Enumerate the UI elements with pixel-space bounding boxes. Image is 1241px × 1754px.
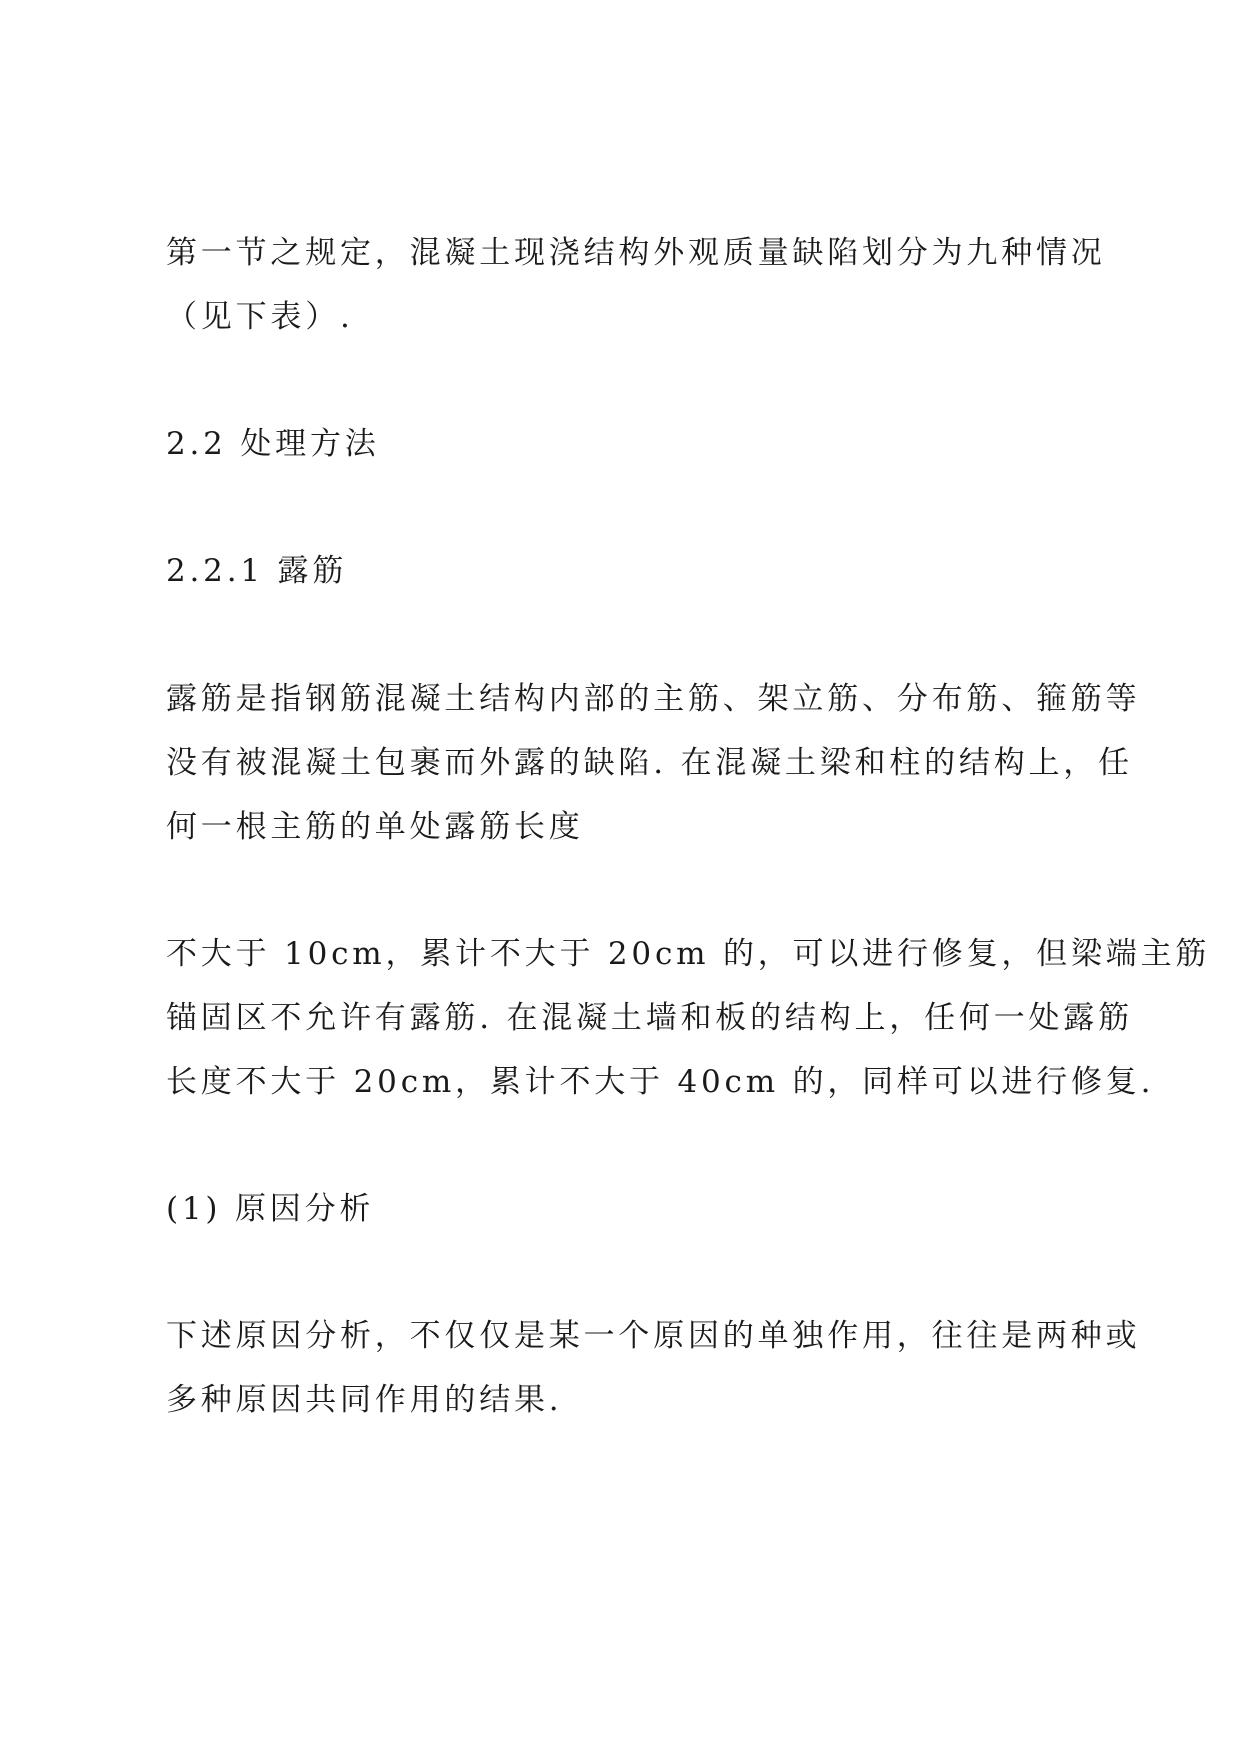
heading-text: 2.2.1 露筋	[166, 553, 348, 589]
paragraph-exposed-rebar-definition	[166, 667, 1141, 859]
text-line: 没有被混凝土包裹而外露的缺陷. 在混凝土梁和柱的结构上，任	[166, 745, 1133, 781]
text-line: 不大于 10cm，累计不大于 20cm 的，可以进行修复，但梁端主筋	[166, 936, 1211, 972]
text-line: 何一根主筋的单处露筋长度	[166, 809, 584, 845]
text-line: （见下表）.	[166, 299, 354, 335]
paragraph-intro	[166, 221, 1106, 349]
heading-text: 2.2 处理方法	[166, 426, 380, 462]
paragraph-cause-summary	[166, 1304, 1141, 1432]
text-line: 下述原因分析，不仅仅是某一个原因的单独作用，往往是两种或	[166, 1318, 1141, 1354]
text-line: 多种原因共同作用的结果.	[166, 1382, 563, 1418]
text-line: 长度不大于 20cm，累计不大于 40cm 的，同样可以进行修复.	[166, 1064, 1155, 1100]
section-heading-cause-analysis	[166, 1177, 1096, 1241]
heading-text: (1) 原因分析	[166, 1191, 375, 1227]
section-heading-2-2	[166, 412, 1096, 476]
text-line: 第一节之规定，混凝土现浇结构外观质量缺陷划分为九种情况	[166, 235, 1106, 271]
paragraph-repair-limits	[166, 922, 1211, 1114]
section-heading-2-2-1	[166, 539, 1096, 603]
text-line: 锚固区不允许有露筋. 在混凝土墙和板的结构上，任何一处露筋	[166, 1000, 1133, 1036]
text-line: 露筋是指钢筋混凝土结构内部的主筋、架立筋、分布筋、箍筋等	[166, 681, 1141, 717]
